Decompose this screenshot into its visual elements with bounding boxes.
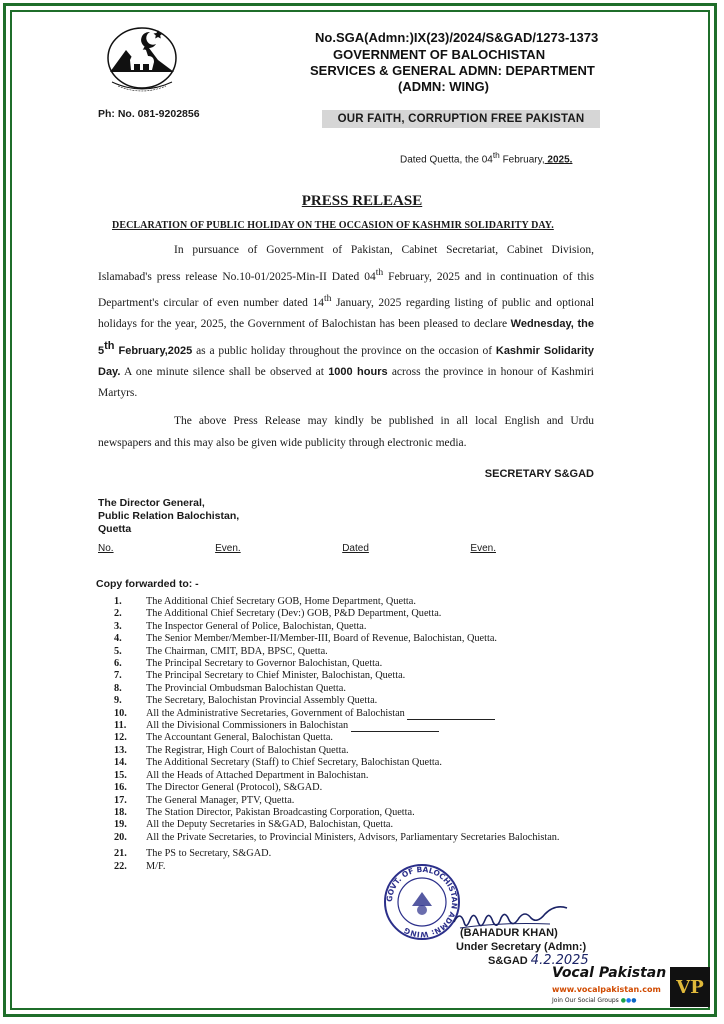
svg-text:GOVT. OF BALOCHISTAN ADMN: WI: GOVT. OF BALOCHISTAN ADMN: WING [384, 864, 460, 940]
handwritten-date: 4.2.2025 [530, 953, 589, 968]
list-item: 18. The Station Director, Pakistan Broadcasting Corporation, Quetta. [114, 806, 415, 818]
government-name: GOVERNMENT OF BALOCHISTAN [333, 47, 546, 62]
body-paragraph-1: In pursuance of Government of Pakistan, Cabinet Secretariat, Cabinet Division, Islamabad's press release No.10-01/2025-Min-II Dated 04th February, 2025 and in continuation of this Department's circular of even number dated 14th January, 2025 regarding listing of public and optional holidays for the year, 2025, the Government of Balochistan has been pleased to declare Wednesday, the 5th February,2025 as a public holiday throughout the province on the occasion of Kashmir Solidarity Day. A one minute silence shall be observed at 1000 hours across the province in honour of Kashmiri Martyrs. [98, 244, 595, 400]
ref-dated: Dated [342, 543, 369, 554]
fill-blank [351, 722, 439, 732]
list-item: 3. The Inspector General of Police, Balochistan, Quetta. [114, 620, 367, 632]
motto-banner: OUR FAITH, CORRUPTION FREE PAKISTAN [322, 110, 600, 128]
addressee-line-3: Quetta [98, 523, 132, 535]
signer-designation: Under Secretary (Admn:) [456, 941, 587, 953]
watermark-join: Join Our Social Groups ●●● [552, 997, 637, 1004]
ref-even-1: Even. [215, 543, 241, 554]
list-item: 6. The Principal Secretary to Governor Balochistan, Quetta. [114, 658, 383, 670]
addressee-line-1: The Director General, [98, 497, 205, 509]
letter-number: No.SGA(Admn:)IX(23)/2024/S&GAD/1273-1373 [315, 30, 599, 45]
copy-forwarded-heading: Copy forwarded to: - [96, 578, 199, 590]
ref-no: No. [98, 543, 114, 554]
list-item: 1. The Additional Chief Secretary GOB, Home Department, Quetta. [114, 596, 416, 607]
list-item: 19. All the Deputy Secretaries in S&GAD, Balochistan, Quetta. [114, 819, 394, 831]
signer-name: (BAHADUR KHAN) [460, 927, 558, 939]
list-item: 13. The Registrar, High Court of Balochistan Quetta. [114, 744, 349, 756]
secretary-signature-title: SECRETARY S&GAD [484, 468, 594, 480]
list-item: 9. The Secretary, Balochistan Provincial Assembly Quetta. [114, 695, 378, 707]
ref-even-2: Even. [470, 543, 496, 554]
list-item: 12. The Accountant General, Balochistan Quetta. [114, 732, 333, 744]
subject-line: DECLARATION OF PUBLIC HOLIDAY ON THE OCCASION OF KASHMIR SOLIDARITY DAY. [112, 220, 554, 231]
body-paragraph-2: The above Press Release may kindly be published in all local English and Urdu newspapers and this may also be given wide publicity through electronic media. [98, 415, 594, 449]
watermark-logo-icon [670, 967, 710, 1007]
list-item: 5. The Chairman, CMIT, BDA, BPSC, Quetta. [114, 645, 328, 657]
reference-line [98, 543, 496, 554]
list-item: 14. The Additional Secretary (Staff) to Chief Secretary, Balochistan Quetta. [114, 757, 442, 769]
watermark-url: www.vocalpakistan.com [552, 985, 661, 994]
date-line: Dated Quetta, the 04th February, 2025. [400, 150, 573, 166]
list-item: 21. The PS to Secretary, S&GAD. [114, 848, 272, 860]
fill-blank [407, 710, 495, 720]
wing-name: (ADMN: WING) [398, 79, 489, 94]
list-item: 4. The Senior Member/Member-II/Member-III, Board of Revenue, Balochistan, Quetta. [114, 633, 497, 645]
balochistan-emblem-icon [100, 24, 184, 100]
phone-number: Ph: No. 081-9202856 [98, 108, 200, 120]
list-item: 16. The Director General (Protocol), S&GAD. [114, 782, 323, 794]
list-item: 15. All the Heads of Attached Department in Balochistan. [114, 769, 369, 781]
list-item: 10. All the Administrative Secretaries, Government of Balochistan [114, 708, 604, 720]
addressee-block [98, 497, 239, 536]
list-item: 11. All the Divisional Commissioners in Balochistan [114, 720, 604, 732]
signer-dept: S&GAD 4.2.2025 [488, 953, 589, 968]
copy-list [114, 596, 604, 873]
department-name: SERVICES & GENERAL ADMN: DEPARTMENT [310, 63, 595, 78]
watermark-brand: Vocal Pakistan [552, 965, 667, 981]
list-item: 17. The General Manager, PTV, Quetta. [114, 794, 295, 806]
svg-text:VP: VP [676, 977, 704, 998]
list-item: 22. M/F. [114, 860, 166, 872]
list-item: 7. The Principal Secretary to Chief Minister, Balochistan, Quetta. [114, 670, 406, 682]
signer-block [456, 926, 589, 968]
page-title: PRESS RELEASE [301, 193, 423, 209]
list-item: 20. All the Private Secretaries, to Provincial Ministers, Advisors, Parliamentary Secretaries Balochistan. [114, 831, 560, 843]
list-item: 8. The Provincial Ombudsman Balochistan Quetta. [114, 682, 346, 694]
list-item: 2. The Additional Chief Secretary (Dev:) GOB, P&D Department, Quetta. [114, 608, 442, 620]
addressee-line-2: Public Relation Balochistan, [98, 510, 240, 522]
